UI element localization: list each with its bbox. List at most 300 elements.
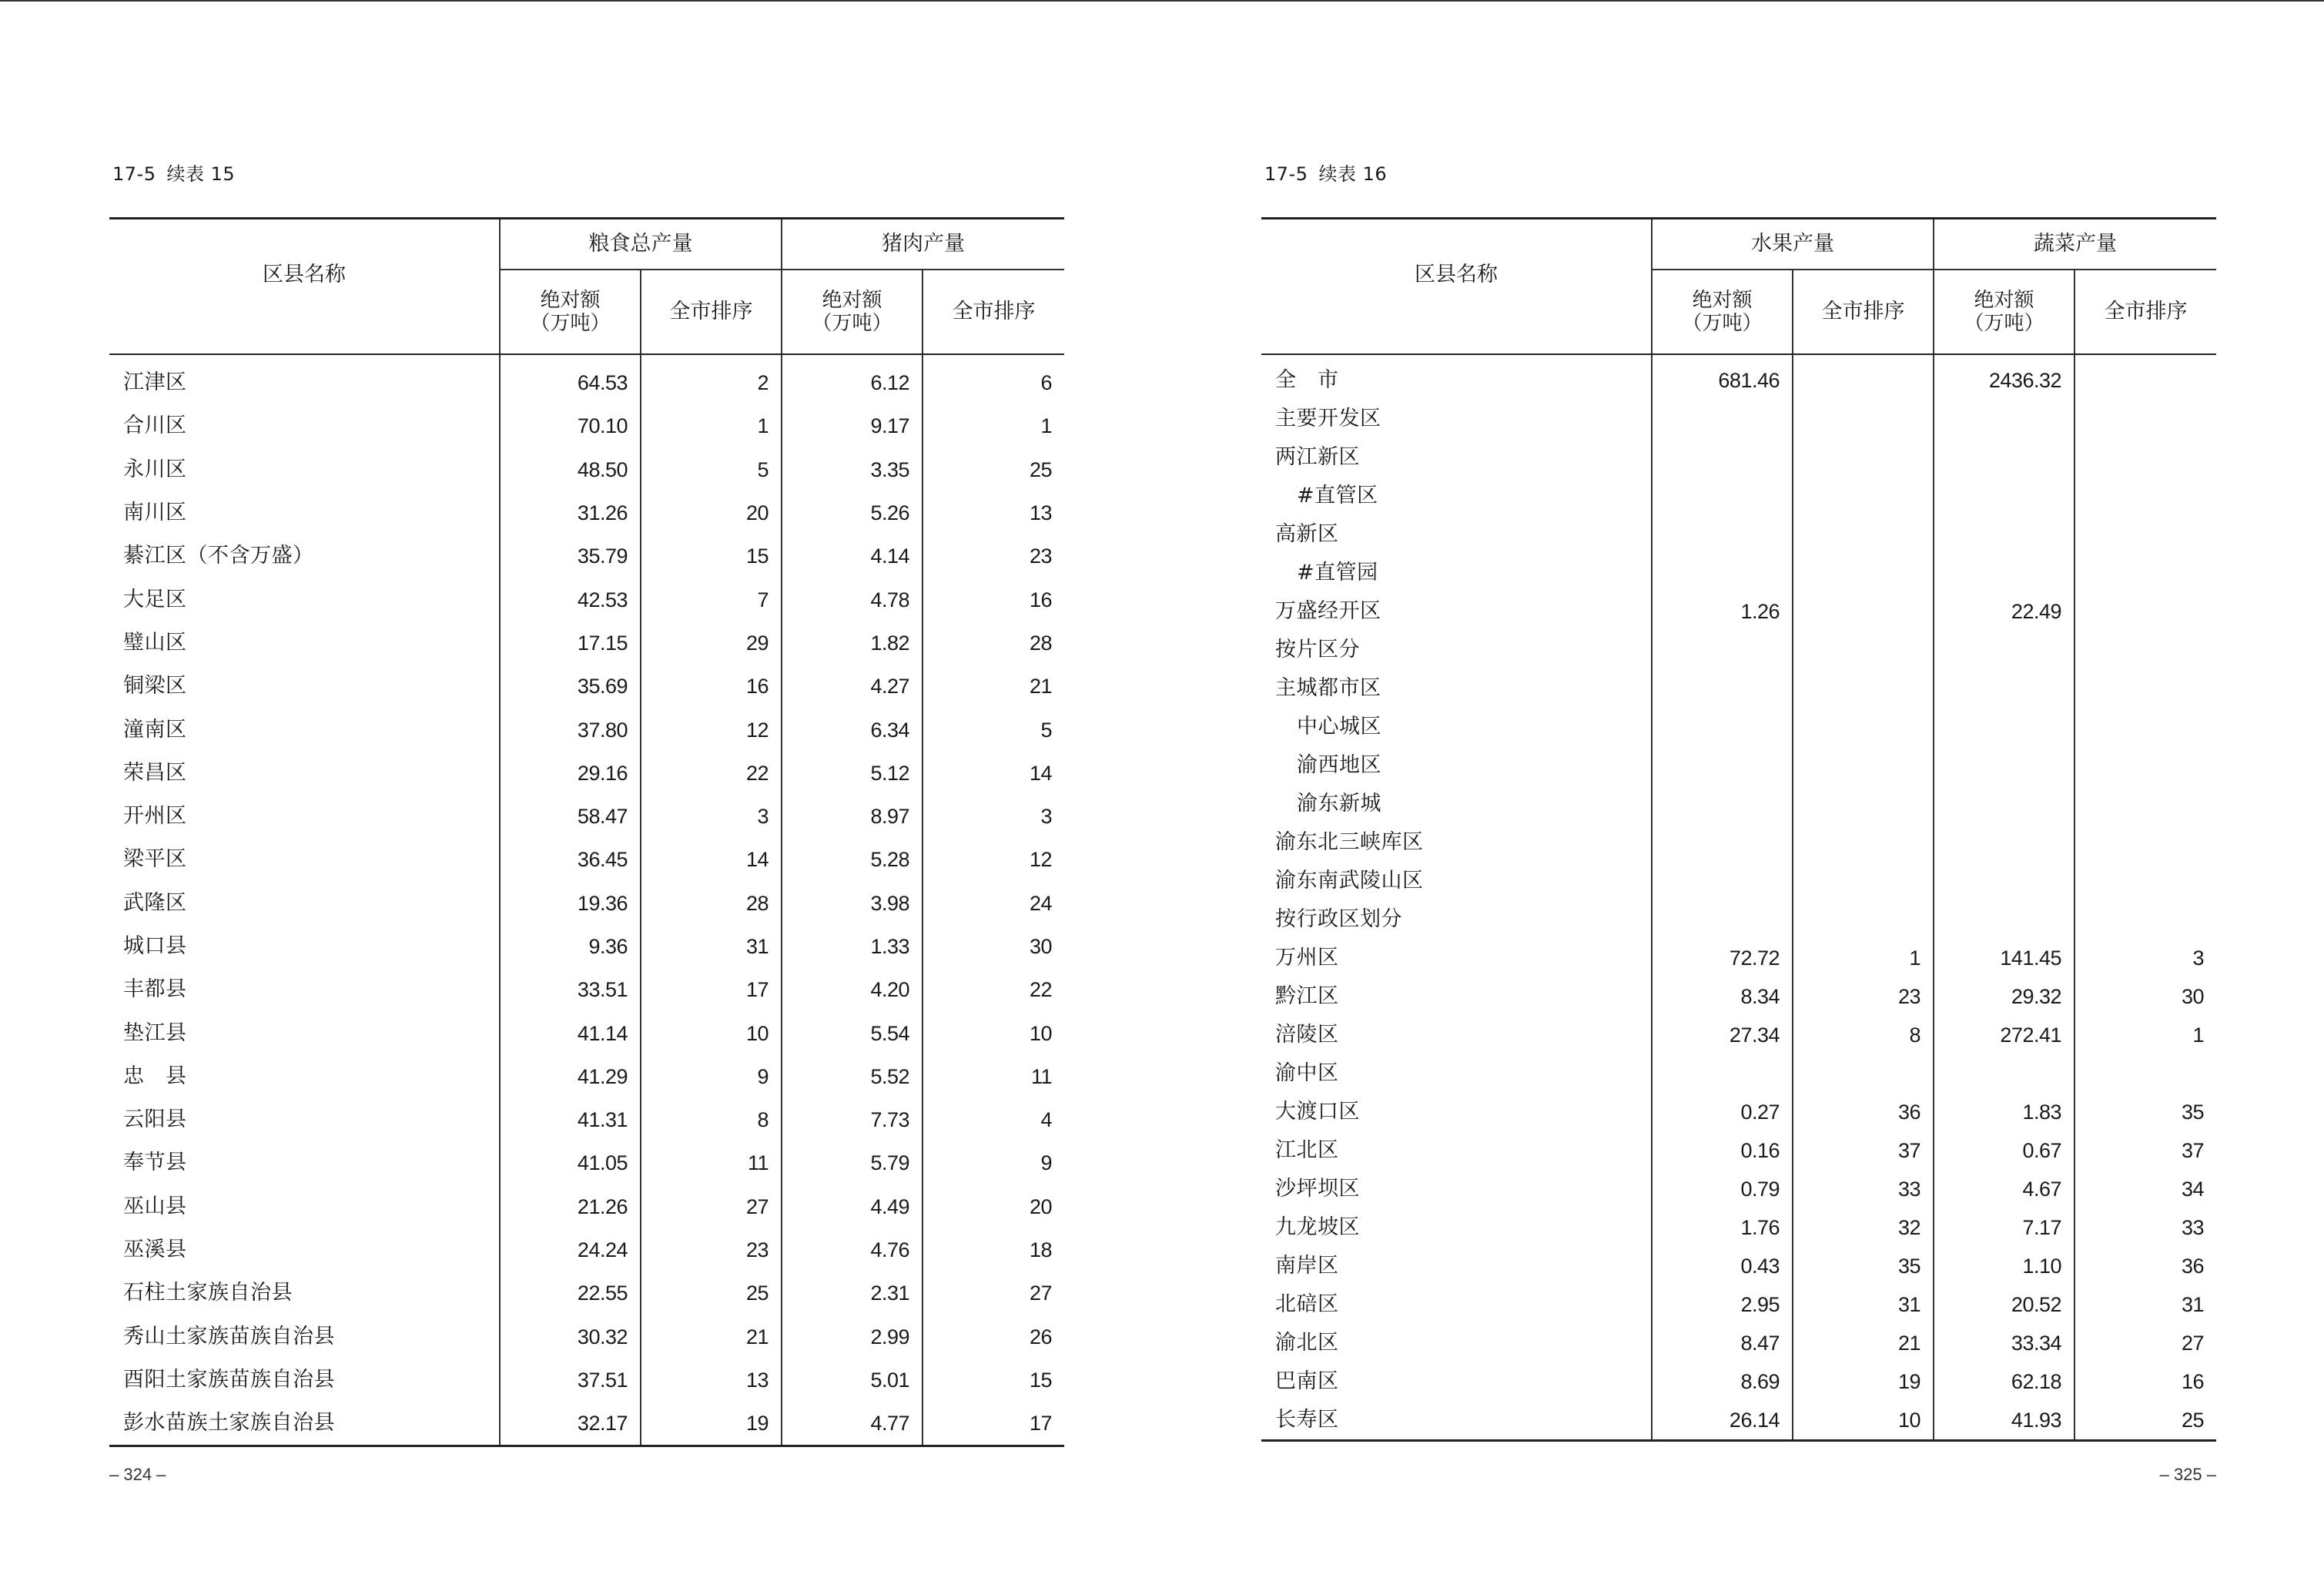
rank-cell: 25: [923, 448, 1064, 491]
absolute-value-cell: [1652, 1054, 1793, 1093]
rank-cell: [2075, 592, 2216, 631]
absolute-value-cell: 0.43: [1652, 1247, 1793, 1285]
absolute-value-cell: 36.45: [500, 838, 641, 881]
absolute-value-cell: 32.17: [500, 1402, 641, 1446]
rank-cell: [2075, 862, 2216, 900]
district-name-cell: 全 市: [1275, 368, 1339, 392]
absolute-value-cell: 27.34: [1652, 1016, 1793, 1054]
table-caption: [112, 159, 235, 186]
table-caption: [1264, 159, 1387, 186]
district-name-cell: 按片区分: [1275, 638, 1360, 662]
absolute-value-cell: 41.14: [500, 1011, 641, 1054]
rank-cell: 8: [1793, 1016, 1934, 1054]
district-name-cell: 中心城区: [1297, 715, 1381, 739]
rank-cell: 14: [923, 752, 1064, 795]
absolute-value-cell: 33.51: [500, 968, 641, 1011]
absolute-value-cell: 8.69: [1652, 1362, 1793, 1401]
page-number: – 324 –: [109, 1465, 166, 1484]
rank-cell: 31: [2075, 1285, 2216, 1324]
absolute-value-cell: 7.17: [1934, 1208, 2075, 1247]
absolute-value-cell: 22.55: [500, 1271, 641, 1315]
rank-cell: [2075, 400, 2216, 438]
rank-cell: [2075, 823, 2216, 862]
table-row: [1261, 400, 2216, 438]
rank-cell: 3: [2075, 939, 2216, 977]
rank-cell: 25: [2075, 1401, 2216, 1441]
district-name-cell: 渝西地区: [1297, 753, 1381, 777]
rank-cell: 8: [641, 1098, 782, 1141]
rank-cell: [1793, 785, 1934, 823]
table-row: [1261, 554, 2216, 592]
table-row: [109, 1228, 1064, 1271]
rank-cell: [2075, 708, 2216, 746]
absolute-value-cell: 1.83: [1934, 1093, 2075, 1131]
rank-cell: 17: [923, 1402, 1064, 1446]
absolute-value-cell: 42.53: [500, 578, 641, 621]
absolute-value-cell: 4.78: [782, 578, 923, 621]
rank-cell: 3: [923, 795, 1064, 838]
rank-cell: 21: [641, 1315, 782, 1359]
rank-cell: 29: [641, 621, 782, 665]
district-name-cell: 垫江县: [123, 1020, 187, 1045]
rank-cell: [1793, 708, 1934, 746]
rank-cell: [1793, 438, 1934, 477]
rank-cell: [2075, 438, 2216, 477]
rank-cell: 26: [923, 1315, 1064, 1359]
district-name-cell: 江津区: [123, 370, 187, 395]
absolute-value-cell: 35.69: [500, 665, 641, 708]
absolute-value-cell: 2.31: [782, 1271, 923, 1315]
absolute-value-cell: 1.33: [782, 925, 923, 968]
absolute-value-cell: 1.26: [1652, 592, 1793, 631]
absolute-value-cell: [1652, 900, 1793, 939]
absolute-value-header: 绝对额 （万吨）: [782, 270, 923, 354]
absolute-value-cell: 6.34: [782, 708, 923, 751]
table-row: [109, 404, 1064, 447]
absolute-value-cell: [1652, 477, 1793, 515]
rank-cell: 31: [1793, 1285, 1934, 1324]
table-id: 17-5: [112, 163, 156, 185]
absolute-value-cell: 272.41: [1934, 1016, 2075, 1054]
rank-cell: 9: [641, 1055, 782, 1098]
absolute-value-cell: 2436.32: [1934, 354, 2075, 400]
table-row: [1261, 1401, 2216, 1441]
absolute-value-cell: [1652, 631, 1793, 669]
absolute-value-cell: [1652, 785, 1793, 823]
table-row: [109, 708, 1064, 751]
absolute-value-cell: 30.32: [500, 1315, 641, 1359]
absolute-value-cell: [1934, 900, 2075, 939]
absolute-value-cell: 141.45: [1934, 939, 2075, 977]
rank-cell: 10: [1793, 1401, 1934, 1441]
table-row: [109, 752, 1064, 795]
rank-cell: 3: [641, 795, 782, 838]
district-name-cell: 主要开发区: [1275, 407, 1381, 431]
absolute-value-cell: 0.27: [1652, 1093, 1793, 1131]
rank-cell: [2075, 1054, 2216, 1093]
table-id: 17-5: [1264, 163, 1308, 185]
district-name-cell: 秀山土家族苗族自治县: [123, 1324, 335, 1348]
table-row: [1261, 823, 2216, 862]
table-row: [109, 1315, 1064, 1359]
district-name-cell: 巫溪县: [123, 1238, 187, 1262]
absolute-value-cell: [1652, 823, 1793, 862]
rank-cell: 10: [641, 1011, 782, 1054]
table-row: [1261, 1093, 2216, 1131]
vegetable-output-header: 蔬菜产量: [1934, 219, 2216, 270]
table-row: [1261, 1362, 2216, 1401]
table-row: [1261, 862, 2216, 900]
absolute-value-cell: 5.26: [782, 491, 923, 534]
absolute-value-cell: 29.32: [1934, 977, 2075, 1016]
rank-cell: [2075, 631, 2216, 669]
rank-cell: 1: [923, 404, 1064, 447]
rank-cell: 23: [1793, 977, 1934, 1016]
district-name-cell: 开州区: [123, 804, 187, 829]
absolute-value-cell: [1652, 669, 1793, 708]
table-row: [1261, 939, 2216, 977]
district-name-cell: 渝东南武陵山区: [1275, 869, 1424, 893]
district-name-cell: 涪陵区: [1275, 1023, 1339, 1047]
district-name-cell: 按行政区划分: [1275, 907, 1402, 931]
absolute-value-cell: 8.47: [1652, 1324, 1793, 1362]
table-row: [1261, 1054, 2216, 1093]
absolute-value-cell: 19.36: [500, 882, 641, 925]
district-name-cell: 南川区: [123, 501, 187, 525]
absolute-value-cell: 5.01: [782, 1359, 923, 1402]
district-name-cell: 铜梁区: [123, 674, 187, 699]
district-name-cell: 潼南区: [123, 717, 187, 742]
rank-cell: [1793, 354, 1934, 400]
table-label: 续表 15: [166, 163, 236, 185]
district-name-cell: 两江新区: [1275, 445, 1360, 469]
absolute-value-cell: 4.14: [782, 534, 923, 578]
table-row: [1261, 669, 2216, 708]
table-row: [109, 1402, 1064, 1446]
rank-cell: 18: [923, 1228, 1064, 1271]
district-name-cell: 九龙坡区: [1275, 1215, 1360, 1239]
absolute-value-cell: 9.17: [782, 404, 923, 447]
rank-cell: [2075, 477, 2216, 515]
rank-cell: 32: [1793, 1208, 1934, 1247]
rank-cell: 2: [641, 354, 782, 404]
absolute-value-cell: 7.73: [782, 1098, 923, 1141]
rank-cell: 13: [923, 491, 1064, 534]
rank-cell: 11: [923, 1055, 1064, 1098]
rank-cell: 5: [641, 448, 782, 491]
rank-cell: 20: [641, 491, 782, 534]
absolute-value-cell: [1652, 515, 1793, 554]
fruit-output-header: 水果产量: [1652, 219, 1934, 270]
rank-cell: 10: [923, 1011, 1064, 1054]
district-name-cell: 万州区: [1275, 946, 1339, 970]
absolute-value-cell: [1934, 515, 2075, 554]
table-row: [109, 1011, 1064, 1054]
table-row: [1261, 1208, 2216, 1247]
absolute-value-cell: 5.12: [782, 752, 923, 795]
absolute-value-cell: [1652, 746, 1793, 785]
district-name-cell: 丰都县: [123, 977, 187, 1002]
absolute-value-cell: 0.16: [1652, 1131, 1793, 1170]
district-name-cell: 大足区: [123, 587, 187, 611]
rank-cell: 1: [1793, 939, 1934, 977]
absolute-value-cell: [1934, 708, 2075, 746]
absolute-value-cell: 2.95: [1652, 1285, 1793, 1324]
absolute-value-cell: 29.16: [500, 752, 641, 795]
district-name-cell: 巫山县: [123, 1194, 187, 1218]
absolute-value-cell: 24.24: [500, 1228, 641, 1271]
absolute-value-header: 绝对额 （万吨）: [1652, 270, 1793, 354]
rank-cell: 23: [923, 534, 1064, 578]
rank-cell: [1793, 823, 1934, 862]
grain-output-header: 粮食总产量: [500, 219, 782, 270]
absolute-value-cell: 62.18: [1934, 1362, 2075, 1401]
table-row: [1261, 1016, 2216, 1054]
absolute-value-cell: 0.67: [1934, 1131, 2075, 1170]
table-row: [109, 448, 1064, 491]
district-name-cell: 江北区: [1275, 1138, 1339, 1162]
district-name-cell: 万盛经开区: [1275, 599, 1381, 623]
rank-cell: 28: [641, 882, 782, 925]
table-row: [109, 1055, 1064, 1098]
rank-cell: 15: [923, 1359, 1064, 1402]
district-name-header: 区县名称: [109, 219, 500, 355]
rank-cell: [1793, 631, 1934, 669]
district-name-cell: 南岸区: [1275, 1254, 1339, 1278]
absolute-value-cell: [1934, 862, 2075, 900]
table-row: [1261, 708, 2216, 746]
table-row: [109, 534, 1064, 578]
district-name-cell: 梁平区: [123, 847, 187, 872]
district-name-cell: 云阳县: [123, 1107, 187, 1132]
absolute-value-cell: [1934, 746, 2075, 785]
absolute-value-cell: [1934, 1054, 2075, 1093]
absolute-value-header: 绝对额 （万吨）: [500, 270, 641, 354]
table-row: [109, 491, 1064, 534]
rank-cell: 6: [923, 354, 1064, 404]
table-row: [109, 968, 1064, 1011]
absolute-value-cell: 8.97: [782, 795, 923, 838]
absolute-value-cell: 1.82: [782, 621, 923, 665]
city-rank-header: 全市排序: [923, 270, 1064, 354]
absolute-value-header: 绝对额 （万吨）: [1934, 270, 2075, 354]
absolute-value-cell: 4.27: [782, 665, 923, 708]
city-rank-header: 全市排序: [2075, 270, 2216, 354]
table-row: [1261, 477, 2216, 515]
rank-cell: [2075, 785, 2216, 823]
absolute-value-cell: [1934, 400, 2075, 438]
absolute-value-cell: 26.14: [1652, 1401, 1793, 1441]
district-name-cell: 忠 县: [123, 1064, 187, 1088]
absolute-value-cell: 9.36: [500, 925, 641, 968]
rank-cell: 35: [1793, 1247, 1934, 1285]
data-table: [1261, 217, 2216, 1442]
rank-cell: [2075, 354, 2216, 400]
table-row: [1261, 592, 2216, 631]
rank-cell: 30: [2075, 977, 2216, 1016]
district-name-cell: 荣昌区: [123, 760, 187, 785]
rank-cell: 12: [641, 708, 782, 751]
rank-cell: 15: [641, 534, 782, 578]
absolute-value-cell: 3.98: [782, 882, 923, 925]
rank-cell: 7: [641, 578, 782, 621]
absolute-value-cell: 41.31: [500, 1098, 641, 1141]
rank-cell: 13: [641, 1359, 782, 1402]
table-row: [1261, 1247, 2216, 1285]
absolute-value-cell: [1934, 438, 2075, 477]
absolute-value-cell: 4.67: [1934, 1170, 2075, 1208]
rank-cell: 22: [923, 968, 1064, 1011]
table-row: [109, 925, 1064, 968]
rank-cell: 27: [923, 1271, 1064, 1315]
rank-cell: 1: [2075, 1016, 2216, 1054]
table-row: [109, 882, 1064, 925]
absolute-value-cell: 1.10: [1934, 1247, 2075, 1285]
rank-cell: [1793, 592, 1934, 631]
rank-cell: 5: [923, 708, 1064, 751]
rank-cell: 37: [2075, 1131, 2216, 1170]
table-row: [109, 1359, 1064, 1402]
table-row: [109, 1141, 1064, 1184]
district-name-cell: 渝东新城: [1297, 792, 1381, 816]
page-number: – 325 –: [2159, 1465, 2216, 1484]
table-row: [1261, 1324, 2216, 1362]
rank-cell: 19: [641, 1402, 782, 1446]
absolute-value-cell: 21.26: [500, 1185, 641, 1228]
rank-cell: 23: [641, 1228, 782, 1271]
rank-cell: 12: [923, 838, 1064, 881]
table-row: [109, 665, 1064, 708]
table-row: [1261, 1170, 2216, 1208]
rank-cell: 1: [641, 404, 782, 447]
absolute-value-cell: 8.34: [1652, 977, 1793, 1016]
absolute-value-cell: 37.51: [500, 1359, 641, 1402]
rank-cell: 36: [2075, 1247, 2216, 1285]
table-row: [109, 578, 1064, 621]
table-row: [1261, 1131, 2216, 1170]
district-name-cell: 渝北区: [1275, 1331, 1339, 1355]
rank-cell: 27: [2075, 1324, 2216, 1362]
absolute-value-cell: [1934, 785, 2075, 823]
rank-cell: [1793, 515, 1934, 554]
table-row: [109, 621, 1064, 665]
city-rank-header: 全市排序: [641, 270, 782, 354]
district-name-cell: 永川区: [123, 457, 187, 481]
absolute-value-cell: [1652, 554, 1793, 592]
district-name-cell: 大渡口区: [1275, 1100, 1360, 1124]
rank-cell: 25: [641, 1271, 782, 1315]
absolute-value-cell: [1934, 477, 2075, 515]
district-name-cell: #直管区: [1297, 484, 1378, 508]
district-name-cell: 巴南区: [1275, 1369, 1339, 1393]
district-name-cell: 主城都市区: [1275, 676, 1381, 700]
table-row: [109, 838, 1064, 881]
rank-cell: 31: [641, 925, 782, 968]
rank-cell: 21: [1793, 1324, 1934, 1362]
absolute-value-cell: 35.79: [500, 534, 641, 578]
absolute-value-cell: 22.49: [1934, 592, 2075, 631]
absolute-value-cell: 3.35: [782, 448, 923, 491]
rank-cell: 36: [1793, 1093, 1934, 1131]
district-name-cell: 奉节县: [123, 1151, 187, 1175]
absolute-value-cell: [1652, 400, 1793, 438]
table-row: [1261, 785, 2216, 823]
district-name-cell: 渝中区: [1275, 1061, 1339, 1085]
absolute-value-cell: [1652, 438, 1793, 477]
rank-cell: 16: [2075, 1362, 2216, 1401]
district-name-cell: 渝东北三峡库区: [1275, 830, 1424, 854]
data-table: [109, 217, 1064, 1447]
absolute-value-cell: 41.29: [500, 1055, 641, 1098]
rank-cell: 37: [1793, 1131, 1934, 1170]
table-row: [109, 1098, 1064, 1141]
absolute-value-cell: 17.15: [500, 621, 641, 665]
rank-cell: 11: [641, 1141, 782, 1184]
absolute-value-cell: [1652, 708, 1793, 746]
absolute-value-cell: 5.54: [782, 1011, 923, 1054]
absolute-value-cell: [1652, 862, 1793, 900]
district-name-cell: #直管园: [1297, 561, 1378, 585]
rank-cell: 20: [923, 1185, 1064, 1228]
rank-cell: [1793, 477, 1934, 515]
rank-cell: 33: [2075, 1208, 2216, 1247]
rank-cell: 28: [923, 621, 1064, 665]
absolute-value-cell: 64.53: [500, 354, 641, 404]
rank-cell: 27: [641, 1185, 782, 1228]
absolute-value-cell: 5.28: [782, 838, 923, 881]
district-name-cell: 武隆区: [123, 890, 187, 915]
absolute-value-cell: [1934, 823, 2075, 862]
district-name-cell: 石柱土家族自治县: [123, 1281, 293, 1305]
district-name-cell: 城口县: [123, 934, 187, 958]
district-name-cell: 沙坪坝区: [1275, 1177, 1360, 1201]
absolute-value-cell: 48.50: [500, 448, 641, 491]
rank-cell: 4: [923, 1098, 1064, 1141]
table-label: 续表 16: [1318, 163, 1388, 185]
absolute-value-cell: 0.79: [1652, 1170, 1793, 1208]
rank-cell: [2075, 900, 2216, 939]
rank-cell: 19: [1793, 1362, 1934, 1401]
table-row: [109, 1185, 1064, 1228]
absolute-value-cell: 41.05: [500, 1141, 641, 1184]
district-name-cell: 彭水苗族土家族自治县: [109, 1402, 500, 1446]
rank-cell: [1793, 862, 1934, 900]
rank-cell: [1793, 669, 1934, 708]
table-row: [1261, 1285, 2216, 1324]
rank-cell: 35: [2075, 1093, 2216, 1131]
rank-cell: [2075, 515, 2216, 554]
rank-cell: 30: [923, 925, 1064, 968]
district-name-cell: 合川区: [123, 414, 187, 438]
district-name-cell: 黔江区: [1275, 984, 1339, 1008]
absolute-value-cell: 4.76: [782, 1228, 923, 1271]
table-row: [1261, 438, 2216, 477]
rank-cell: [2075, 554, 2216, 592]
rank-cell: 16: [641, 665, 782, 708]
rank-cell: [2075, 746, 2216, 785]
absolute-value-cell: 6.12: [782, 354, 923, 404]
rank-cell: [1793, 1054, 1934, 1093]
table-row: [1261, 631, 2216, 669]
district-name-cell: 高新区: [1275, 522, 1339, 546]
absolute-value-cell: 41.93: [1934, 1401, 2075, 1441]
absolute-value-cell: 4.20: [782, 968, 923, 1011]
district-name-cell: 长寿区: [1261, 1401, 1652, 1441]
rank-cell: 14: [641, 838, 782, 881]
top-border-line: [0, 0, 2324, 2]
table-row: [1261, 900, 2216, 939]
absolute-value-cell: 72.72: [1652, 939, 1793, 977]
